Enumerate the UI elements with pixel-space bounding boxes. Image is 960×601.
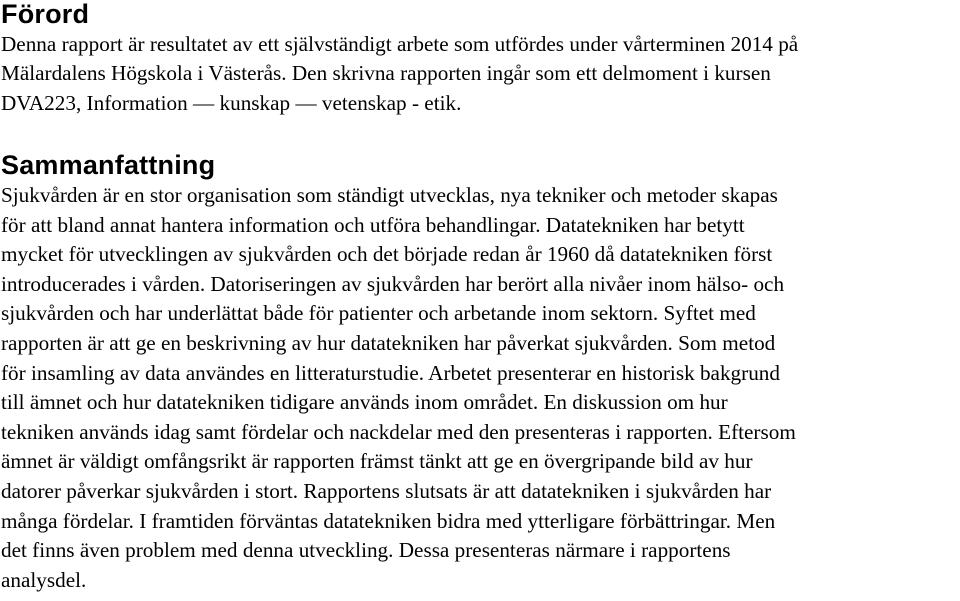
sammanfattning-line: datorer påverkar sjukvården i stort. Rapportens slutsats är att datatekniken i sjukvården har [1,478,772,503]
sammanfattning-line: rapporten är att ge en beskrivning av hur datatekniken har påverkat sjukvården. Som metod [1,330,776,355]
sammanfattning-heading: Sammanfattning [1,150,216,180]
sammanfattning-line: ämnet är väldigt omfångsrikt är rapporten främst tänkt att ge en övergripande bild av hur [1,449,753,474]
sammanfattning-line: det finns även problem med denna utveckling. Dessa presenteras närmare i rapportens [1,538,731,563]
forord-line: DVA223, Information — kunskap — vetenskap - etik. [1,90,462,115]
sammanfattning-line: Sjukvården är en stor organisation som ständigt utvecklas, nya tekniker och metoder skapas [1,183,778,207]
sammanfattning-line: tekniken används idag samt fördelar och nackdelar med den presenteras i rapporten. Eftersom [1,419,796,444]
sammanfattning-line: till ämnet och hur datatekniken tidigare används inom området. En diskussion om hur [1,390,728,415]
forord-heading: Förord [1,0,90,29]
sammanfattning-line: för att bland annat hantera information och utföra behandlingar. Datatekniken har betytt [1,212,745,237]
sammanfattning-line: sjukvården och har underlättat både för patienter och arbetande inom sektorn. Syftet med [1,301,756,326]
sammanfattning-line: för insamling av data användes en litteraturstudie. Arbetet presenterar en historisk bakgrund [1,360,780,385]
forord-line: Mälardalens Högskola i Västerås. Den skrivna rapporten ingår som ett delmoment i kursen [1,61,771,86]
sammanfattning-paragraph [1,181,959,595]
sammanfattning-line: många fördelar. I framtiden förväntas datatekniken bidra med ytterligare förbättringar. Men [1,508,776,533]
sammanfattning-line: mycket för utvecklingen av sjukvården och det började redan år 1960 då datatekniken först [1,242,773,267]
forord-paragraph [1,30,959,118]
sammanfattning-line: introducerades i vården. Datoriseringen av sjukvården har berört alla nivåer inom hälso- och [1,271,785,296]
sammanfattning-line: analysdel. [1,567,87,592]
forord-line: Denna rapport är resultatet av ett självständigt arbete som utfördes under vårterminen 2014 på [1,32,799,56]
